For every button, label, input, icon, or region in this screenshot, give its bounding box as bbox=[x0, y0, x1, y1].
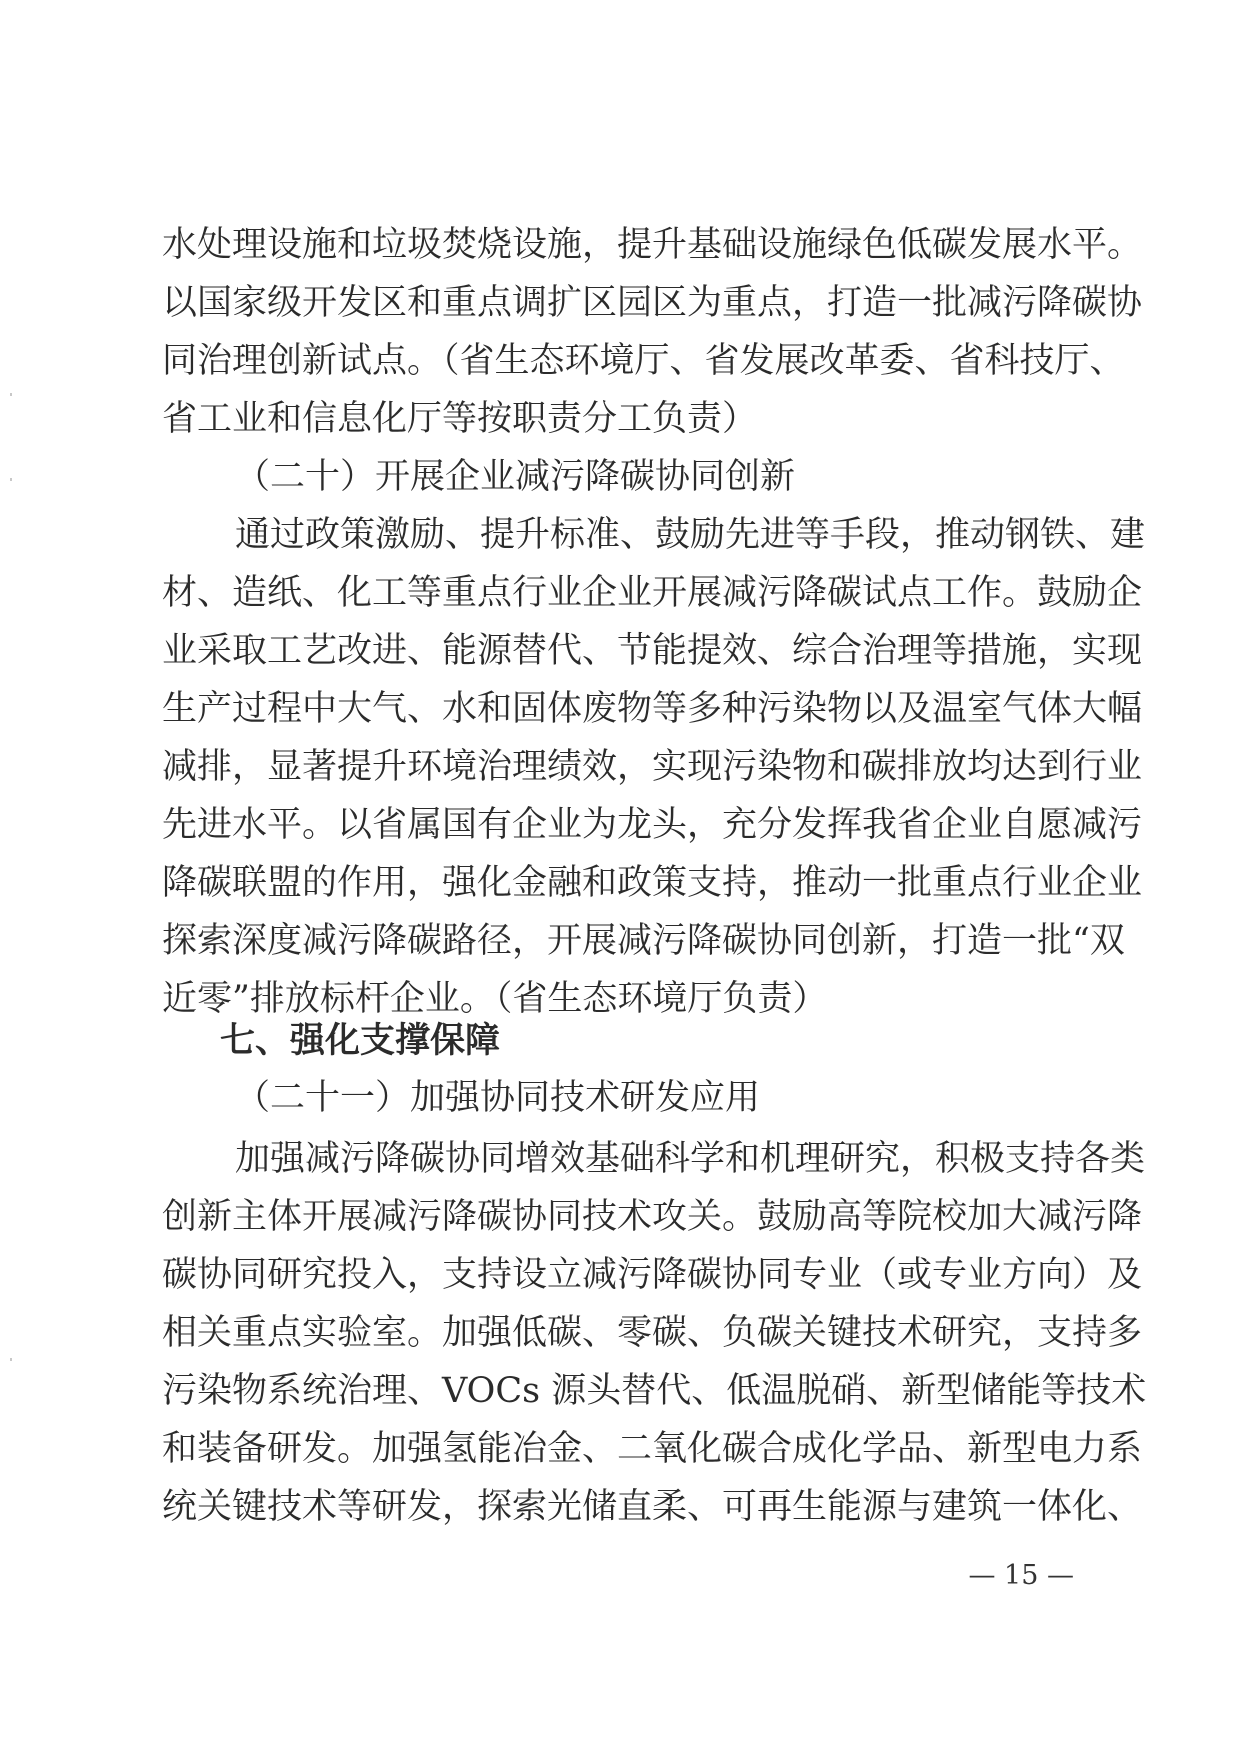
scan-speck bbox=[10, 393, 12, 396]
text-line: 污染物系统治理、VOCs 源头替代、低温脱硝、新型储能等技术 bbox=[162, 1371, 1147, 1411]
scan-speck bbox=[10, 478, 12, 481]
text-line: 减排，显著提升环境治理绩效，实现污染物和碳排放均达到行业 bbox=[162, 747, 1143, 787]
text-line: 创新主体开展减污降碳协同技术攻关。鼓励高等院校加大减污降 bbox=[162, 1197, 1143, 1237]
subsection-heading: （二十）开展企业减污降碳协同创新 bbox=[235, 457, 796, 497]
text-line: 碳协同研究投入，支持设立减污降碳协同专业（或专业方向）及 bbox=[162, 1255, 1143, 1295]
text-line: 材、造纸、化工等重点行业企业开展减污降碳试点工作。鼓励企 bbox=[162, 573, 1143, 613]
text-line: 统关键技术等研发，探索光储直柔、可再生能源与建筑一体化、 bbox=[162, 1487, 1143, 1527]
text-line: 业采取工艺改进、能源替代、节能提效、综合治理等措施，实现 bbox=[162, 631, 1143, 671]
text-line: 降碳联盟的作用，强化金融和政策支持，推动一批重点行业企业 bbox=[162, 863, 1143, 903]
section-heading: 七、强化支撑保障 bbox=[220, 1021, 501, 1061]
text-line: 加强减污降碳协同增效基础科学和机理研究，积极支持各类 bbox=[235, 1139, 1146, 1179]
page-number: — 15 — bbox=[968, 1560, 1074, 1591]
text-line: 生产过程中大气、水和固体废物等多种污染物以及温室气体大幅 bbox=[162, 689, 1143, 729]
text-line: 水处理设施和垃圾焚烧设施，提升基础设施绿色低碳发展水平。 bbox=[162, 225, 1143, 265]
text-line: 省工业和信息化厅等按职责分工负责） bbox=[162, 399, 758, 439]
text-line: 相关重点实验室。加强低碳、零碳、负碳关键技术研究，支持多 bbox=[162, 1313, 1143, 1353]
scan-speck bbox=[10, 1358, 12, 1361]
text-line: 和装备研发。加强氢能冶金、二氧化碳合成化学品、新型电力系 bbox=[162, 1429, 1143, 1469]
text-line: 先进水平。以省属国有企业为龙头，充分发挥我省企业自愿减污 bbox=[162, 805, 1143, 845]
text-line: 以国家级开发区和重点调扩区园区为重点，打造一批减污降碳协 bbox=[162, 283, 1143, 323]
text-line: 同治理创新试点。（省生态环境厅、省发展改革委、省科技厅、 bbox=[162, 341, 1125, 381]
subsection-heading: （二十一）加强协同技术研发应用 bbox=[235, 1078, 761, 1118]
text-line: 探索深度减污降碳路径，开展减污降碳协同创新，打造一批“双 bbox=[162, 921, 1125, 961]
text-line: 近零”排放标杆企业。（省生态环境厅负责） bbox=[162, 979, 828, 1019]
text-line: 通过政策激励、提升标准、鼓励先进等手段，推动钢铁、建 bbox=[235, 515, 1146, 555]
